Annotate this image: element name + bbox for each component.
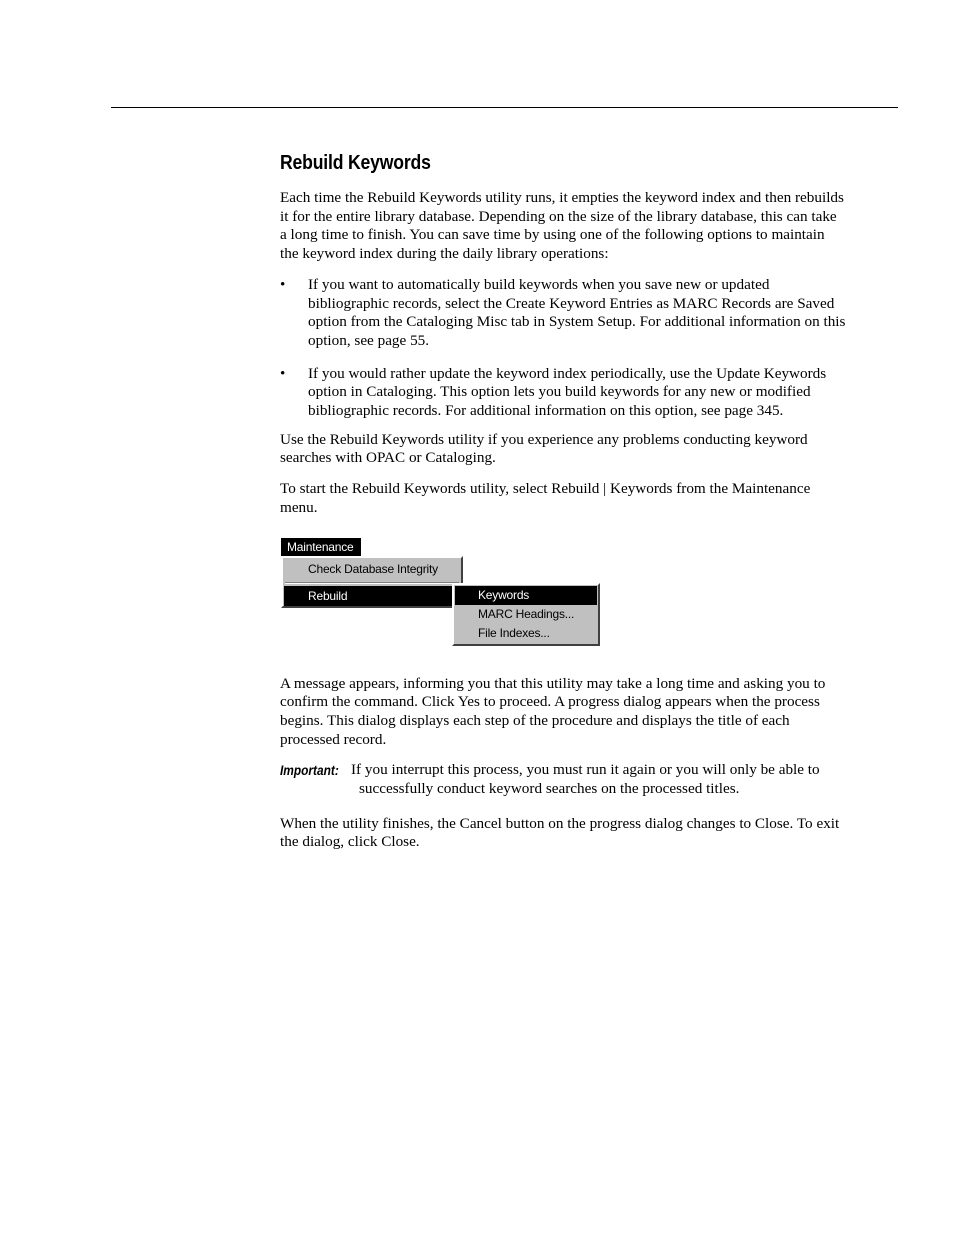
use-paragraph: Use the Rebuild Keywords utility if you experience any problems conducting keyword searches with OPAC or Cataloging. (280, 430, 808, 467)
important-note (280, 761, 846, 798)
menu-item-label: Rebuild (308, 588, 348, 603)
rebuild-submenu (452, 583, 600, 646)
intro-paragraph: Each time the Rebuild Keywords utility runs, it empties the keyword index and then rebuilds it for the entire library database. Depending on the size of the library database, this can take a long time to finish. You can save time by using one of the following options to maintain the keyword index during the daily library operations: (280, 189, 844, 263)
bullet-glyph: • (280, 275, 286, 293)
list-item-text: If you want to automatically build keywords when you save new or updated bibliographic records, select the Create Keyword Entries as MARC Records are Saved option from the Cataloging Misc tab in System Setup. For additional information on this option, see page 55. (308, 275, 846, 349)
menu-item-rebuild[interactable] (284, 586, 460, 606)
submenu-item-file-indexes[interactable]: File Indexes... (478, 625, 550, 640)
section-heading: Rebuild Keywords (280, 152, 431, 174)
header-rule (111, 107, 898, 108)
message-paragraph: A message appears, informing you that this utility may take a long time and asking you to confirm the command. Click Yes to proceed. A progress dialog appears when the process begins. This dialog displays each step of the procedure and displays the title of each processed record. (280, 674, 826, 748)
important-text: If you interrupt this process, you must run it again or you will only be able to successfully conduct keyword searches on the processed titles. (351, 761, 820, 798)
list-item-text: If you would rather update the keyword index periodically, use the Update Keywords option in Cataloging. This option lets you build keywords for any new or modified bibliographic records. For additional information on this option, see page 345. (308, 364, 827, 420)
options-list (280, 276, 846, 421)
page-content (280, 152, 846, 852)
important-label: Important: (280, 762, 339, 779)
maintenance-dropdown (281, 556, 463, 608)
submenu-item-keywords[interactable]: Keywords (455, 586, 597, 605)
list-item (280, 365, 846, 421)
start-paragraph: To start the Rebuild Keywords utility, select Rebuild | Keywords from the Maintenance menu. (280, 480, 811, 516)
menu-item-check-database-integrity[interactable]: Check Database Integrity (308, 561, 438, 576)
list-item (280, 276, 846, 351)
maintenance-menu-screenshot (280, 538, 610, 658)
final-paragraph: When the utility finishes, the Cancel button on the progress dialog changes to Close. To exit the dialog, click Close. (280, 814, 840, 851)
menu-separator (285, 582, 459, 584)
bullet-glyph: • (280, 364, 286, 382)
menu-maintenance[interactable]: Maintenance (281, 538, 361, 557)
submenu-item-marc-headings[interactable]: MARC Headings... (478, 606, 575, 621)
